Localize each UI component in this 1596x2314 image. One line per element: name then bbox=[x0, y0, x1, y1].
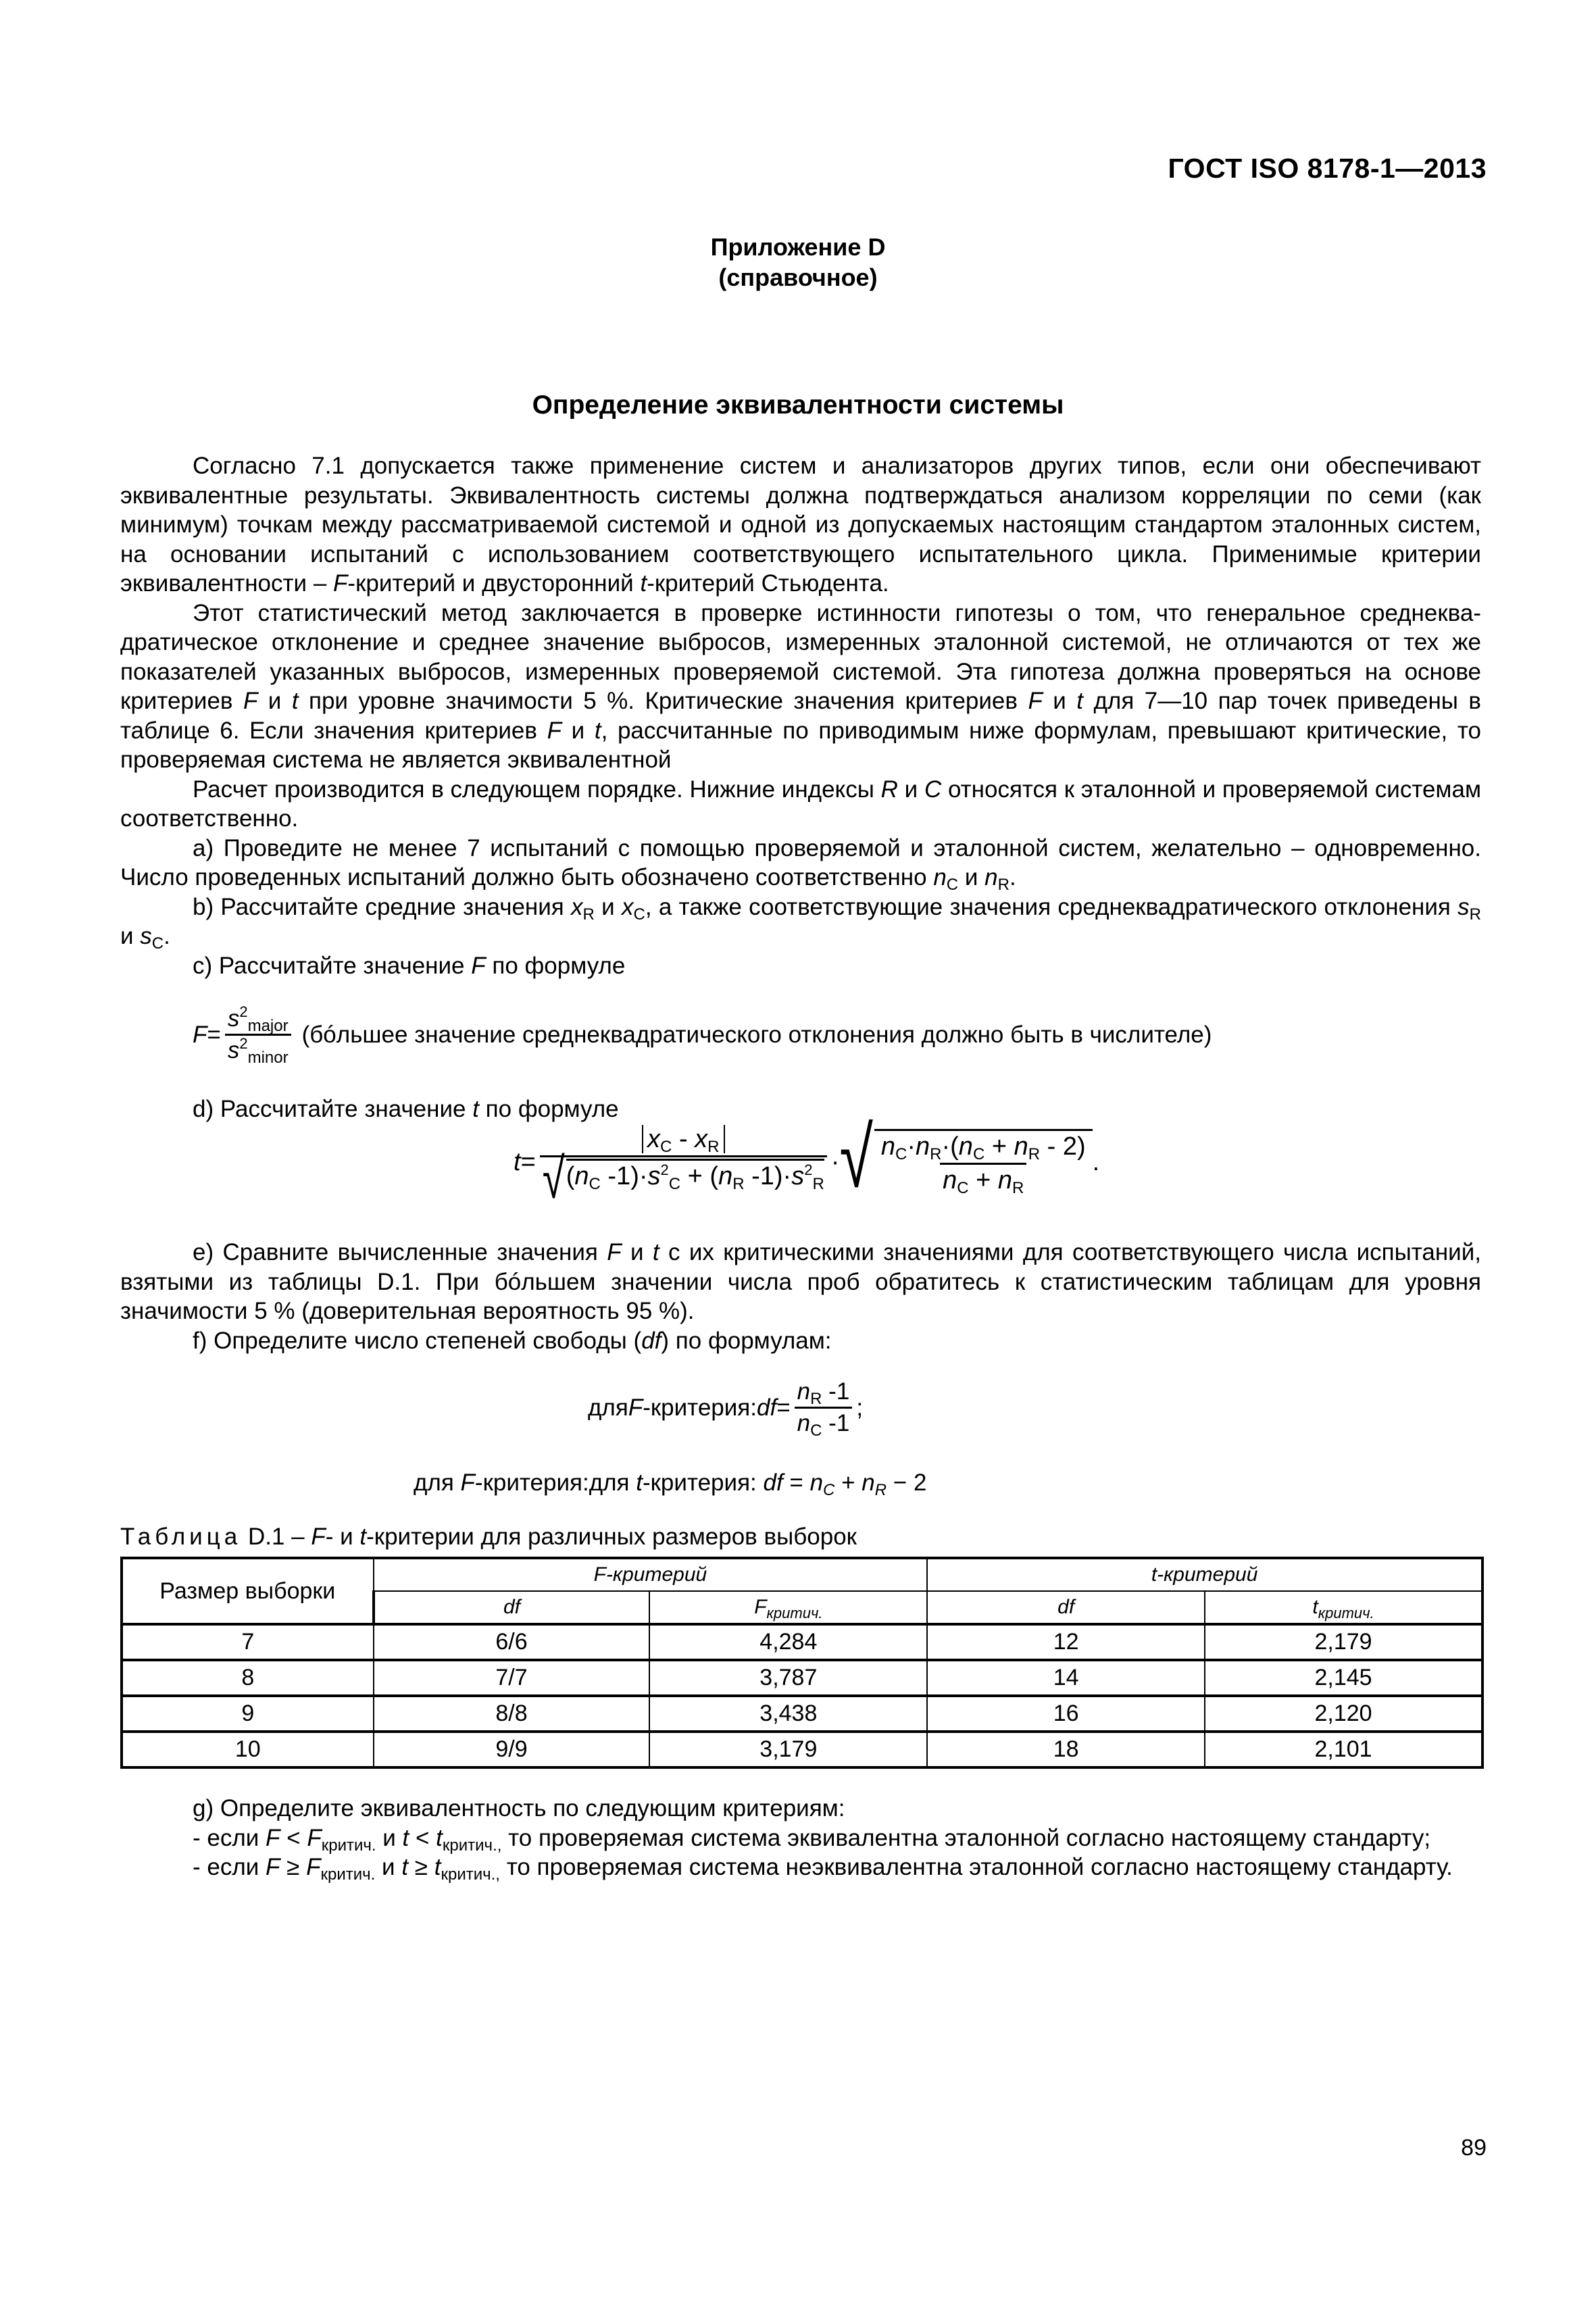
cell-F-crit: 4,284 bbox=[649, 1624, 927, 1660]
header-t-crit: $t_{критич.}$ bbox=[1205, 1591, 1482, 1624]
criterion-not-equivalent: - если $F \ge F_{критич.}$ и $t \ge t_{критич.,}$ то проверяемая система неэквивалентна эталонной согласно настоящему стандарту. bbox=[193, 1854, 1453, 1884]
formula-df-t: для F-критерия:для t-критерия: df = $n_C + n_R - 2$ bbox=[414, 1469, 927, 1499]
step-d-text bbox=[120, 1095, 1481, 1124]
header-F-group: F-критерий bbox=[374, 1558, 928, 1591]
header-sample-size: Размер выборки bbox=[122, 1558, 374, 1624]
cell-t-crit: 2,101 bbox=[1205, 1732, 1482, 1767]
formula-t: t = $x_C - x_R$ √ ($n_C$ $-1)\cdot s^2_C + (n_R$ $-1)\cdot s^2_R$ · √ $\frac{n_C\cdot n_R\cdot(n_C + n_R - 2)}{n_C + n_R}$ . bbox=[514, 1111, 1100, 1211]
cell-t-crit: 2,120 bbox=[1205, 1696, 1482, 1732]
cell-t-df: 12 bbox=[927, 1624, 1205, 1660]
paragraph-order: Расчет производится в следующем порядке. Нижние индексы R и C относятся к эталонной и проверяемой системам соответственно. bbox=[120, 776, 1482, 832]
paragraph-method: Этот статистический метод заключается в проверке истинности гипотезы о том, что генеральное среднеквадратическое отклонение и среднее значение выбросов, измеренных эталонной системой, не отличаются от тех же показателей указанных выбросов, измеренных проверяемой системой. Эта гипотеза должна проверяться на основе критериев F и t при уровне значимости 5 %. Критические значения критериев F и t для 7—10 пар точек приведены в таблице 6. Если значения критериев F и t, рассчитанные по приводимым ниже формулам, превышают критические, то проверяемая система не является эквивалентной bbox=[120, 599, 1482, 773]
cell-size: 10 bbox=[122, 1732, 374, 1767]
paragraph-intro: Согласно 7.1 допускается также применение систем и анализаторов других типов, если они обеспечивают эквивалентные результаты. Эквивалентность системы должна подтверждаться анализом корреляции по семи (как минимум) точкам между рассматриваемой системой и одной из допускаемых настоящим стандартом эталонных систем, на основании испытаний с использованием соответствующего испытательного цикла. Применимые критерии эквивалентности – F-критерий и двусторонний t-критерий Стьюдента. bbox=[120, 453, 1481, 597]
cell-t-df: 18 bbox=[927, 1732, 1205, 1767]
cell-F-df: 7/7 bbox=[374, 1660, 650, 1696]
cell-t-df: 16 bbox=[927, 1696, 1205, 1732]
cell-F-crit: 3,787 bbox=[649, 1660, 927, 1696]
cell-t-crit: 2,179 bbox=[1205, 1624, 1482, 1660]
formula-df-F: для F -критерия: df = $\frac{n_R -1}{n_C -1}$ ; bbox=[588, 1378, 864, 1440]
step-d: d) Рассчитайте значение t по формуле bbox=[193, 1096, 619, 1122]
sqrt: √ $\frac{n_C\cdot n_R\cdot(n_C + n_R - 2)}{n_C + n_R}$ bbox=[839, 1129, 1092, 1195]
cell-F-df: 6/6 bbox=[374, 1624, 650, 1660]
standard-designation: ГОСТ ISO 8178-1—2013 bbox=[1168, 153, 1487, 184]
cell-size: 9 bbox=[122, 1696, 374, 1732]
formula-F-note: (бóльшее значение среднеквадратического отклонения должно быть в числителе) bbox=[301, 1021, 1212, 1048]
fraction: $\frac{n_R -1}{n_C -1}$ bbox=[795, 1378, 853, 1437]
cell-size: 7 bbox=[122, 1624, 374, 1660]
criteria-table bbox=[120, 1557, 1484, 1769]
fraction: $\frac{s^2_{major}}{s^2_{minor}}$ bbox=[225, 1005, 291, 1064]
table-caption: Таблица D.1 – F- и t-критерии для различных размеров выборок bbox=[120, 1524, 857, 1550]
header-t-group: t-критерий bbox=[927, 1558, 1482, 1591]
step-f: f) Определите число степеней свободы (df) по формулам: bbox=[193, 1327, 832, 1354]
section-title: Определение эквивалентности системы bbox=[532, 391, 1064, 420]
cell-F-df: 8/8 bbox=[374, 1696, 650, 1732]
header-F-crit: $F_{критич.}$ bbox=[649, 1591, 927, 1624]
fraction: $x_C - x_R$ √ ($n_C$ $-1)\cdot s^2_C + (n_R$ $-1)\cdot s^2_R$ bbox=[540, 1125, 827, 1199]
steps-e-f bbox=[120, 1238, 1481, 1355]
step-c: c) Рассчитайте значение F по формуле bbox=[193, 952, 626, 979]
cell-t-crit: 2,145 bbox=[1205, 1660, 1482, 1696]
cell-t-df: 14 bbox=[927, 1660, 1205, 1696]
table-row bbox=[122, 1696, 1482, 1732]
appendix-type: (справочное) bbox=[718, 263, 878, 291]
step-a: a) Проведите не менее 7 испытаний с помощью проверяемой и эталонной систем, желательно – одновременно. Число проведенных испытаний должно быть обозначено соответственно $n_C$ и $n_R$. bbox=[120, 834, 1481, 894]
page-number: 89 bbox=[1461, 2135, 1487, 2161]
cell-size: 8 bbox=[122, 1660, 374, 1696]
criterion-equivalent: - если $F < F_{критич.}$ и $t < t_{критич.,}$ то проверяемая система эквивалентна эталонной согласно настоящему стандарту; bbox=[193, 1824, 1431, 1855]
step-g-block bbox=[120, 1794, 1481, 1882]
step-b: b) Рассчитайте средние значения $x_R$ и $x_C$, а также соответствующие значения среднеквадратического отклонения $s_R$ и $s_C$. bbox=[120, 893, 1481, 953]
cell-F-df: 9/9 bbox=[374, 1732, 650, 1767]
step-e: e) Сравните вычисленные значения F и t с их критическими значениями для соответствующего числа испытаний, взятыми из таблицы D.1. При бóльшем значении числа проб обратитесь к статистическим таблицам для уровня значимости 5 % (доверительная вероятность 95 %). bbox=[120, 1239, 1482, 1324]
table-row bbox=[122, 1624, 1482, 1660]
formula-F: F = $\frac{s^2_{major}}{s^2_{minor}}$ (бóльшее значение среднеквадратического отклонения должно быть в числителе) bbox=[193, 1003, 1212, 1067]
table-row bbox=[122, 1732, 1482, 1767]
cell-F-crit: 3,179 bbox=[649, 1732, 927, 1767]
table-row bbox=[122, 1660, 1482, 1696]
header-F-df: df bbox=[374, 1591, 650, 1624]
header-t-df: df bbox=[927, 1591, 1205, 1624]
appendix-label: Приложение D bbox=[710, 233, 886, 261]
cell-F-crit: 3,438 bbox=[649, 1696, 927, 1732]
intro-text bbox=[120, 451, 1481, 980]
step-g: g) Определите эквивалентность по следующим критериям: bbox=[193, 1795, 845, 1821]
